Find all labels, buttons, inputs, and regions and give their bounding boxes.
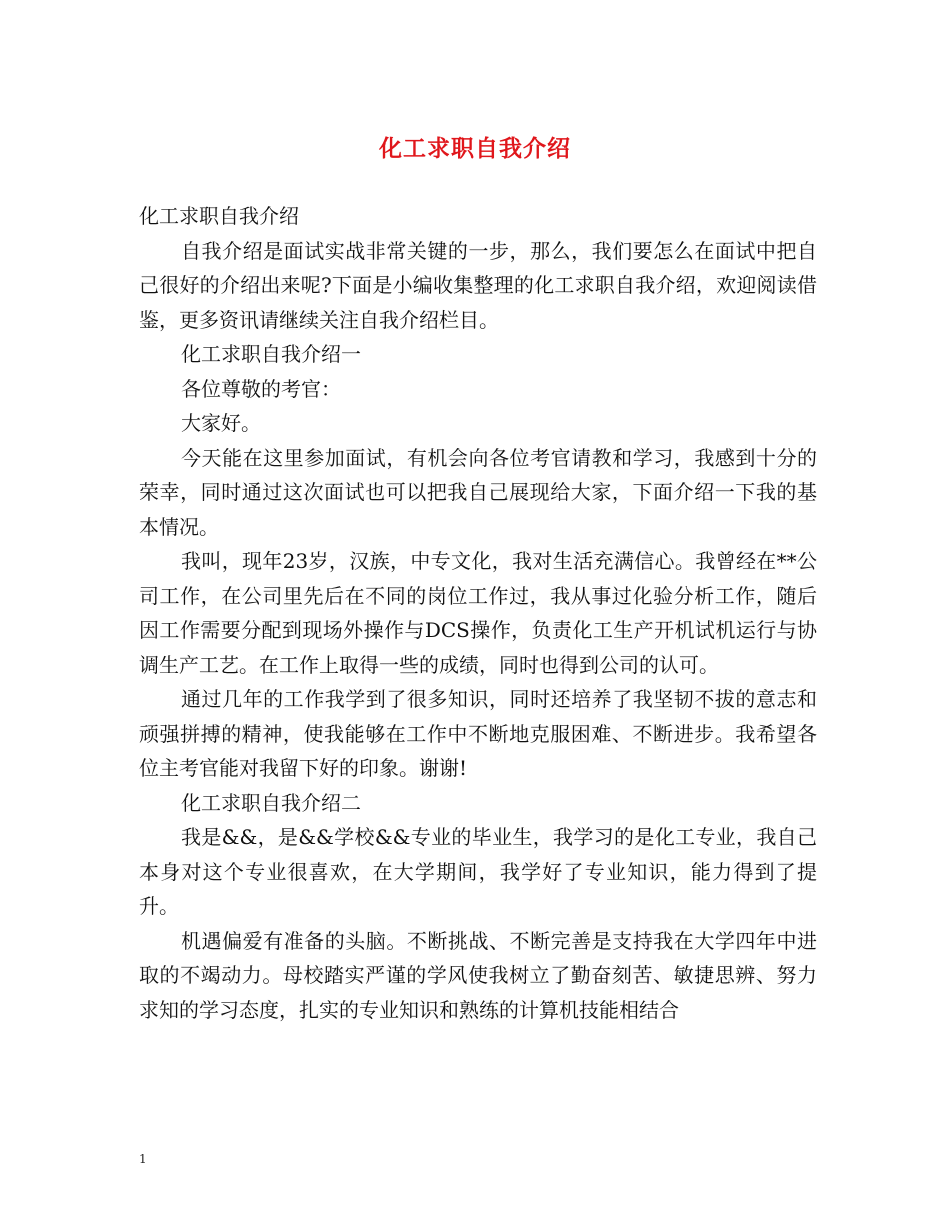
section-heading: 化工求职自我介绍二 [181,790,361,815]
paragraph: 通过几年的工作我学到了很多知识，同时还培养了我坚韧不拔的意志和顽强拼搏的精神，使我能够在工作中不断地克服困难、不断进步。我希望各位主考官能对我留下好的印象。谢谢! [139,687,817,780]
paragraph-greeting: 大家好。 [181,411,261,435]
paragraph: 今天能在这里参加面试，有机会向各位考官请教和学习，我感到十分的荣幸，同时通过这次面试也可以把我自己展现给大家，下面介绍一下我的基本情况。 [139,445,817,539]
document-body [139,199,817,1027]
page-number: 1 [139,1152,147,1166]
document-title: 化工求职自我介绍 [379,135,571,162]
paragraph: 我是&&，是&&学校&&专业的毕业生，我学习的是化工专业，我自己本身对这个专业很喜欢，在大学期间，我学好了专业知识，能力得到了提升。 [139,825,817,918]
section-heading: 化工求职自我介绍一 [181,342,361,366]
paragraph: 机遇偏爱有准备的头脑。不断挑战、不断完善是支持我在大学四年中进取的不竭动力。母校踏实严谨的学风使我树立了勤奋刻苦、敏捷思辨、努力求知的学习态度，扎实的专业知识和熟练的计算机技能相结合 [139,928,817,1022]
paragraph-heading: 化工求职自我介绍 [139,204,299,228]
paragraph-salutation: 各位尊敬的考官： [181,376,341,401]
paragraph: 自我介绍是面试实战非常关键的一步，那么，我们要怎么在面试中把自己很好的介绍出来呢?下面是小编收集整理的化工求职自我介绍，欢迎阅读借鉴，更多资讯请继续关注自我介绍栏目。 [139,238,817,332]
paragraph: 我叫，现年23岁，汉族，中专文化，我对生活充满信心。我曾经在**公司工作，在公司里先后在不同的岗位工作过，我从事过化验分析工作，随后因工作需要分配到现场外操作与DCS操作，负责化工生产开机试机运行与协调生产工艺。在工作上取得一些的成绩，同时也得到公司的认可。 [139,549,817,677]
